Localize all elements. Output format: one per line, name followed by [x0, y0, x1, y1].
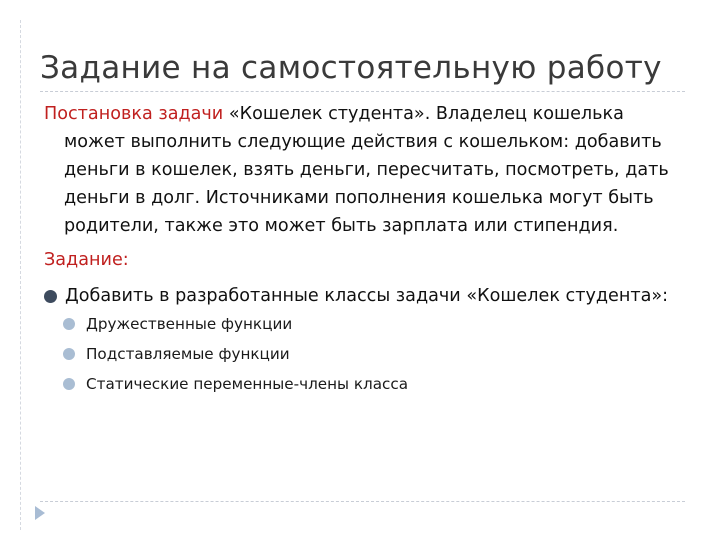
bullet-dot-icon — [63, 378, 75, 390]
sub-item-text: Подставляемые функции — [86, 345, 290, 363]
slide-title: Задание на самостоятельную работу — [40, 50, 662, 86]
sub-item-text: Дружественные функции — [86, 315, 293, 333]
list-item — [44, 314, 684, 334]
bullet-dot-icon — [63, 318, 75, 330]
left-decorative-line — [20, 20, 21, 530]
problem-statement — [44, 100, 684, 240]
problem-label: Постановка задачи — [44, 104, 224, 124]
problem-text: «Кошелек студента». Владелец кошелька может выполнить следующие действия с кошельком: добавить деньги в кошелек, взять деньги, пересчитать, посмотреть, дать деньги в долг. Источниками пополнения кошелька могут быть родители, также это может быть зарплата или стипендия. — [64, 104, 669, 236]
task-heading: Задание: — [44, 250, 129, 270]
footer-divider — [40, 501, 685, 502]
triangle-arrow-icon — [35, 506, 45, 520]
sub-item-text: Статические переменные-члены класса — [86, 375, 409, 393]
task-bullet-text: Добавить в разработанные классы задачи «Кошелек студента»: — [65, 286, 669, 306]
list-item — [44, 374, 684, 394]
slide-body — [44, 100, 684, 404]
list-item — [44, 344, 684, 364]
bullet-dot-icon — [44, 290, 57, 303]
task-sub-list — [44, 314, 684, 394]
title-divider — [40, 91, 685, 92]
task-bullet — [44, 282, 684, 310]
bullet-dot-icon — [63, 348, 75, 360]
